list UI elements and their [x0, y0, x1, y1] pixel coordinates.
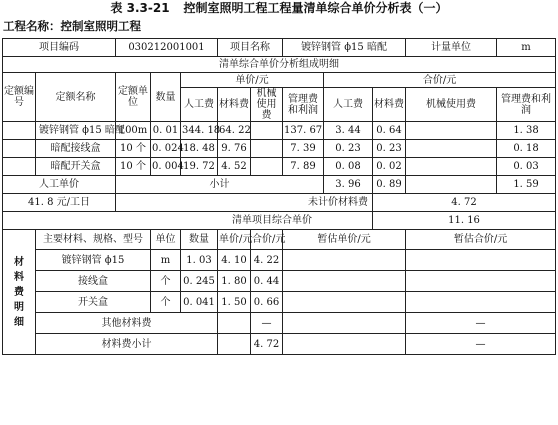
- unit-label: 计量单位: [406, 39, 497, 57]
- project-name: 工程名称：控制室照明工程: [3, 19, 141, 33]
- mat-col-price: 单价/元: [218, 230, 251, 250]
- subtotal-label: 小计: [116, 176, 324, 194]
- table-number: 表 3.3-21: [110, 1, 170, 15]
- column-header-row: [3, 73, 556, 88]
- row-qty: 0. 004: [151, 158, 181, 176]
- mat-qty: 1. 03: [181, 250, 218, 271]
- material-subtotal-value: 4. 72: [251, 334, 283, 355]
- row-t-labor: 3. 44: [324, 122, 373, 140]
- col-t-material: 材料费: [373, 88, 406, 122]
- mat-col-est-price: 暂估单价/元: [283, 230, 406, 250]
- col-quota-no: 定额编号: [3, 73, 36, 122]
- mat-col-name: 主要材料、规格、型号: [36, 230, 151, 250]
- unit-value: m: [497, 39, 556, 57]
- col-u-mgmt: 管理费和利润: [283, 88, 324, 122]
- row-unit: 10 个: [116, 140, 151, 158]
- mat-name: 开关盒: [36, 292, 151, 313]
- row-u-material: 64. 22: [218, 122, 251, 140]
- material-row: [3, 292, 556, 313]
- row-u-labor: 344. 18: [181, 122, 218, 140]
- material-row: [3, 271, 556, 292]
- other-material-dash: —: [251, 313, 283, 334]
- mat-total: 4. 22: [251, 250, 283, 271]
- material-header-row: [3, 230, 556, 250]
- unpriced-material-label: 未计价材料费: [116, 194, 373, 212]
- subtotal-machine: [406, 176, 497, 194]
- material-subtotal-label: 材料费小计: [36, 334, 218, 355]
- mat-unit: m: [151, 250, 181, 271]
- col-u-material: 材料费: [218, 88, 251, 122]
- material-side-text: 材料费明细: [14, 256, 24, 328]
- mat-qty: 0. 245: [181, 271, 218, 292]
- row-unit: 10 个: [116, 158, 151, 176]
- mat-price: 4. 10: [218, 250, 251, 271]
- col-quantity: 数量: [151, 73, 181, 122]
- mat-total: 0. 44: [251, 271, 283, 292]
- row-u-mgmt: 7. 39: [283, 140, 324, 158]
- mat-name: 接线盒: [36, 271, 151, 292]
- mat-col-est-total: 暂估合价/元: [406, 230, 556, 250]
- subtotal-material: 0. 89: [373, 176, 406, 194]
- other-est-dash: —: [406, 313, 556, 334]
- mat-col-qty: 数量: [181, 230, 218, 250]
- header-row: [3, 39, 556, 57]
- row-u-machine: [251, 140, 283, 158]
- row-t-mgmt: 0. 03: [497, 158, 556, 176]
- name-label: 项目名称: [218, 39, 283, 57]
- table-row: [3, 122, 556, 140]
- row-u-mgmt: 137. 67: [283, 122, 324, 140]
- table-row: [3, 158, 556, 176]
- row-u-material: 4. 52: [218, 158, 251, 176]
- labor-unit-price-label: 人工单价: [3, 176, 116, 194]
- mat-price: 1. 50: [218, 292, 251, 313]
- col-total-price-group: 合价/元: [324, 73, 556, 88]
- row-t-mgmt: 1. 38: [497, 122, 556, 140]
- row-u-machine: [251, 122, 283, 140]
- material-row: [3, 250, 556, 271]
- table-row: [3, 140, 556, 158]
- subtotal-mgmt: 1. 59: [497, 176, 556, 194]
- code-value: 030212001001: [116, 39, 218, 57]
- row-u-labor: 18. 48: [181, 140, 218, 158]
- mat-unit: 个: [151, 271, 181, 292]
- composition-title: 清单综合单价分析组成明细: [3, 57, 556, 73]
- row-t-mgmt: 0. 18: [497, 140, 556, 158]
- col-quota-name: 定额名称: [36, 73, 116, 122]
- mat-qty: 0. 041: [181, 292, 218, 313]
- row-name: 暗配接线盒: [36, 140, 116, 158]
- subtotal-row: [3, 176, 556, 194]
- col-quota-unit: 定额单位: [116, 73, 151, 122]
- col-t-mgmt: 管理费和利润: [497, 88, 556, 122]
- col-t-machine: 机械使用费: [406, 88, 497, 122]
- row-t-machine: [406, 122, 497, 140]
- other-material-row: [3, 313, 556, 334]
- mat-col-unit: 单位: [151, 230, 181, 250]
- labor-unit-price-value: 41. 8 元/工日: [3, 194, 116, 212]
- row-name: 镀锌钢管 ϕ15 暗配: [36, 122, 116, 140]
- row-qty: 0. 01: [151, 122, 181, 140]
- row-unit: 100m: [116, 122, 151, 140]
- mat-col-total: 合价/元: [251, 230, 283, 250]
- composite-price-label: 清单项目综合单价: [3, 212, 373, 230]
- row-u-mgmt: 7. 89: [283, 158, 324, 176]
- row-t-machine: [406, 158, 497, 176]
- subtotal-est-dash: —: [406, 334, 556, 355]
- name-value: 镀锌钢管 ϕ15 暗配: [283, 39, 406, 57]
- row-t-labor: 0. 23: [324, 140, 373, 158]
- other-material-label: 其他材料费: [36, 313, 218, 334]
- row-u-material: 9. 76: [218, 140, 251, 158]
- mat-total: 0. 66: [251, 292, 283, 313]
- composite-price-value: 11. 16: [373, 212, 556, 230]
- material-subtotal-row: [3, 334, 556, 355]
- row-name: 暗配开关盒: [36, 158, 116, 176]
- mat-name: 镀锌钢管 ϕ15: [36, 250, 151, 271]
- row-t-machine: [406, 140, 497, 158]
- row-t-material: 0. 02: [373, 158, 406, 176]
- subtotal-labor: 3. 96: [324, 176, 373, 194]
- document-title: [0, 1, 558, 15]
- unpriced-material-value: 4. 72: [373, 194, 556, 212]
- row-u-labor: 19. 72: [181, 158, 218, 176]
- table-title: 控制室照明工程工程量清单综合单价分析表（一）: [183, 1, 448, 15]
- col-t-labor: 人工费: [324, 88, 373, 122]
- col-u-labor: 人工费: [181, 88, 218, 122]
- mat-unit: 个: [151, 292, 181, 313]
- col-unit-price-group: 单价/元: [181, 73, 324, 88]
- row-qty: 0. 024: [151, 140, 181, 158]
- row-t-material: 0. 23: [373, 140, 406, 158]
- row-t-material: 0. 64: [373, 122, 406, 140]
- row-u-machine: [251, 158, 283, 176]
- code-label: 项目编码: [3, 39, 116, 57]
- row-t-labor: 0. 08: [324, 158, 373, 176]
- col-u-machine: 机械使用费: [251, 88, 283, 122]
- unit-price-analysis-table: [2, 38, 556, 355]
- mat-price: 1. 80: [218, 271, 251, 292]
- material-side-label: [3, 230, 36, 355]
